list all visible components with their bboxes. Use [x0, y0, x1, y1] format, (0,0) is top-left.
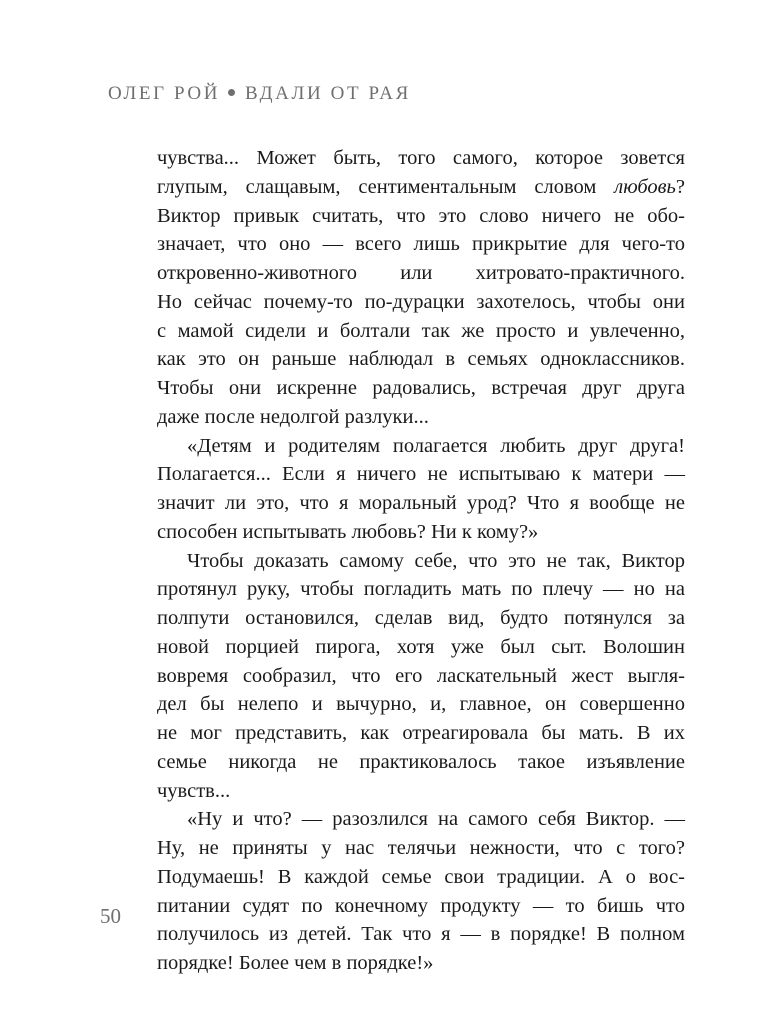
text-line: протянул руку, чтобы погладить мать по плечу — но на — [157, 578, 685, 601]
text-line: значает, что оно — всего лишь прикрытие для чего-то — [157, 233, 685, 256]
bullet-separator-icon — [228, 89, 235, 96]
text-line: порядке! Более чем в порядке!» — [157, 952, 434, 974]
text-line: значит ли это, что я моральный урод? Что я вообще не — [157, 492, 685, 514]
text-line: Полагается... Если я ничего не испытываю к матери — — [157, 463, 685, 486]
text-line: питании судят по конечному продукту — то бишь что — [157, 894, 685, 917]
text-line: чувств... — [157, 779, 231, 802]
text-line: откровенно-животного или хитровато-практичного. — [157, 262, 685, 284]
text-line: Но сейчас почему-то по-дурацки захотелось, чтобы они — [157, 290, 685, 313]
text-line: новой порцией пирога, хотя уже был сыт. Волошин — [157, 635, 685, 658]
text-line: «Ну и что? — разозлился на самого себя Виктор. — — [187, 808, 685, 831]
text-line: получилось из детей. Так что я — в порядке! В полном — [157, 923, 685, 946]
page-number: 50 — [100, 904, 121, 928]
text-line: как это он раньше наблюдал в семьях одноклассников. — [157, 348, 685, 371]
running-head-author: ОЛЕГ РОЙ — [108, 83, 221, 104]
text-line: Чтобы доказать самому себе, что это не так, Виктор — [187, 549, 685, 572]
text-line: дел бы нелепо и вычурно, и, главное, он совершенно — [157, 693, 685, 716]
italic-word: любовь — [614, 175, 676, 198]
text-line: глупым, слащавым, сентиментальным словом любовь? — [157, 175, 685, 198]
text-line: вовремя сообразил, что его ласкательный жест выгля- — [157, 664, 685, 687]
text-line: семье никогда не практиковалось такое изъявление — [157, 750, 685, 773]
text-line: Подумаешь! В каждой семье свои традиции. А о вос- — [157, 865, 685, 888]
text-line: с мамой сидели и болтали так же просто и увлеченно, — [157, 319, 685, 342]
text-line: не мог представить, как отреагировала бы мать. В их — [157, 722, 685, 744]
text-line: чувства... Может быть, того самого, которое зовется — [157, 147, 685, 169]
text-line: даже после недолгой разлуки... — [157, 405, 429, 428]
text-line: Чтобы они искренне радовались, встречая друг друга — [157, 377, 685, 399]
text-line: способен испытывать любовь? Ни к кому?» — [157, 520, 539, 543]
running-head — [108, 82, 411, 106]
text-line: полпути остановился, сделав вид, будто потянулся за — [157, 607, 685, 629]
body-text — [157, 144, 685, 978]
text-line: Ну, не приняты у нас телячьи нежности, что с того? — [157, 837, 685, 859]
text-line: «Детям и родителям полагается любить друг друга! — [187, 434, 685, 457]
running-head-title: ВДАЛИ ОТ РАЯ — [245, 83, 411, 104]
text-line: Виктор привык считать, что это слово ничего не обо- — [157, 204, 685, 227]
